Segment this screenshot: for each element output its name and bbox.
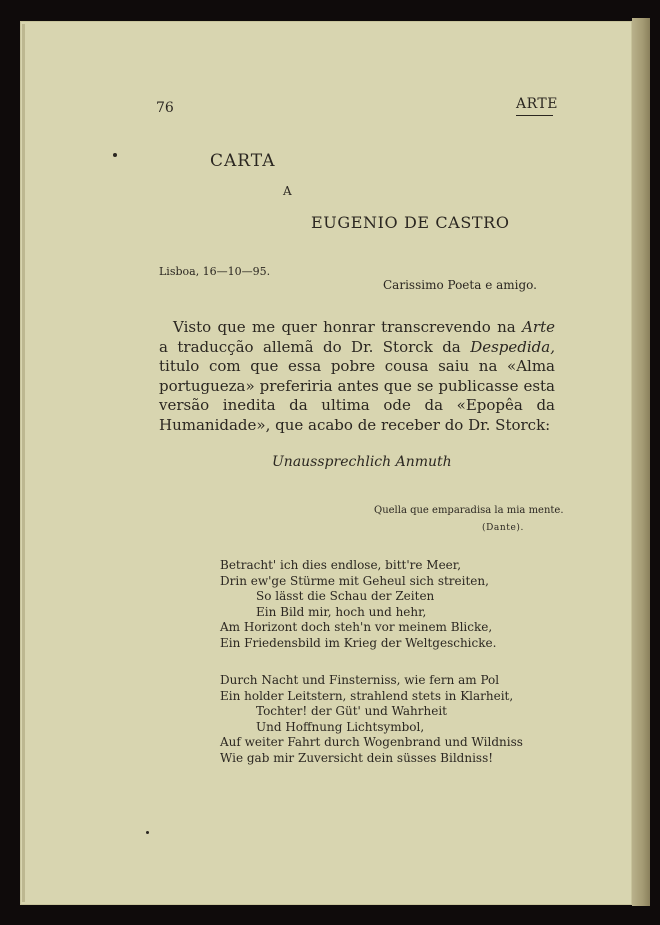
letter-body-part1: Visto que me quer honrar transcrevendo na xyxy=(173,318,516,336)
running-head-rule xyxy=(516,115,553,116)
page-number: 76 xyxy=(156,100,174,116)
letter-body-italic1: Arte xyxy=(522,318,555,336)
page-edge xyxy=(632,18,650,906)
letter-body-italic2: Despedida, xyxy=(470,337,555,356)
poem-line: Betracht' ich dies endlose, bitt're Meer, xyxy=(220,558,462,572)
page-gutter xyxy=(22,24,25,902)
poem-epigraph: Quella que emparadisa la mia mente. xyxy=(374,505,564,516)
letter-date: Lisboa, 16—10—95. xyxy=(159,265,271,278)
poem-line: Am Horizont doch steh'n vor meinem Blicke, xyxy=(220,620,493,635)
poem-line: Ein Bild mir, hoch und hehr, xyxy=(256,604,427,619)
poem-line: Ein holder Leitstern, strahlend stets in Klarheit, xyxy=(220,688,514,703)
poem-line: Und Hoffnung Lichtsymbol, xyxy=(256,719,425,734)
poem-line: Drin ew'ge Stürme mit Geheul sich streiten, xyxy=(220,573,489,588)
poem-epigraph-source: (Dante). xyxy=(482,523,525,533)
poem-line: Auf weiter Fahrt durch Wogenbrand und Wildniss xyxy=(220,735,523,750)
poem-line: So lässt die Schau der Zeiten xyxy=(256,589,435,604)
heading-recipient: EUGENIO DE CASTRO xyxy=(311,213,510,232)
poem-line: Wie gab mir Zuversicht dein süsses Bildniss! xyxy=(220,750,494,765)
poem-line: Durch Nacht und Finsterniss, wie fern am Pol xyxy=(220,673,500,687)
letter-body-part2: a traducção allemã do Dr. Storck da xyxy=(159,337,461,356)
poem-stanza-1 xyxy=(220,558,496,652)
poem-stanza-2 xyxy=(220,673,523,767)
heading-a: A xyxy=(283,184,292,198)
ink-speck xyxy=(146,831,149,834)
poem-line: Ein Friedensbild im Krieg der Weltgeschicke. xyxy=(220,635,497,650)
poem-title: Unaussprechlich Anmuth xyxy=(272,454,452,470)
running-head: ARTE xyxy=(516,96,558,112)
letter-body-part3: titulo com que essa pobre cousa saiu na «Alma portugueza» preferiria antes que se publicasse esta versão inedita da ultima ode da «Epopêa da Humanidade», que acabo de receber do Dr. Storck: xyxy=(159,357,555,434)
letter-salutation: Carissimo Poeta e amigo. xyxy=(383,278,537,292)
poem-line: Tochter! der Güt' und Wahrheit xyxy=(256,704,447,719)
ink-speck xyxy=(113,153,117,157)
heading-carta: CARTA xyxy=(210,151,276,171)
letter-body xyxy=(159,318,555,435)
